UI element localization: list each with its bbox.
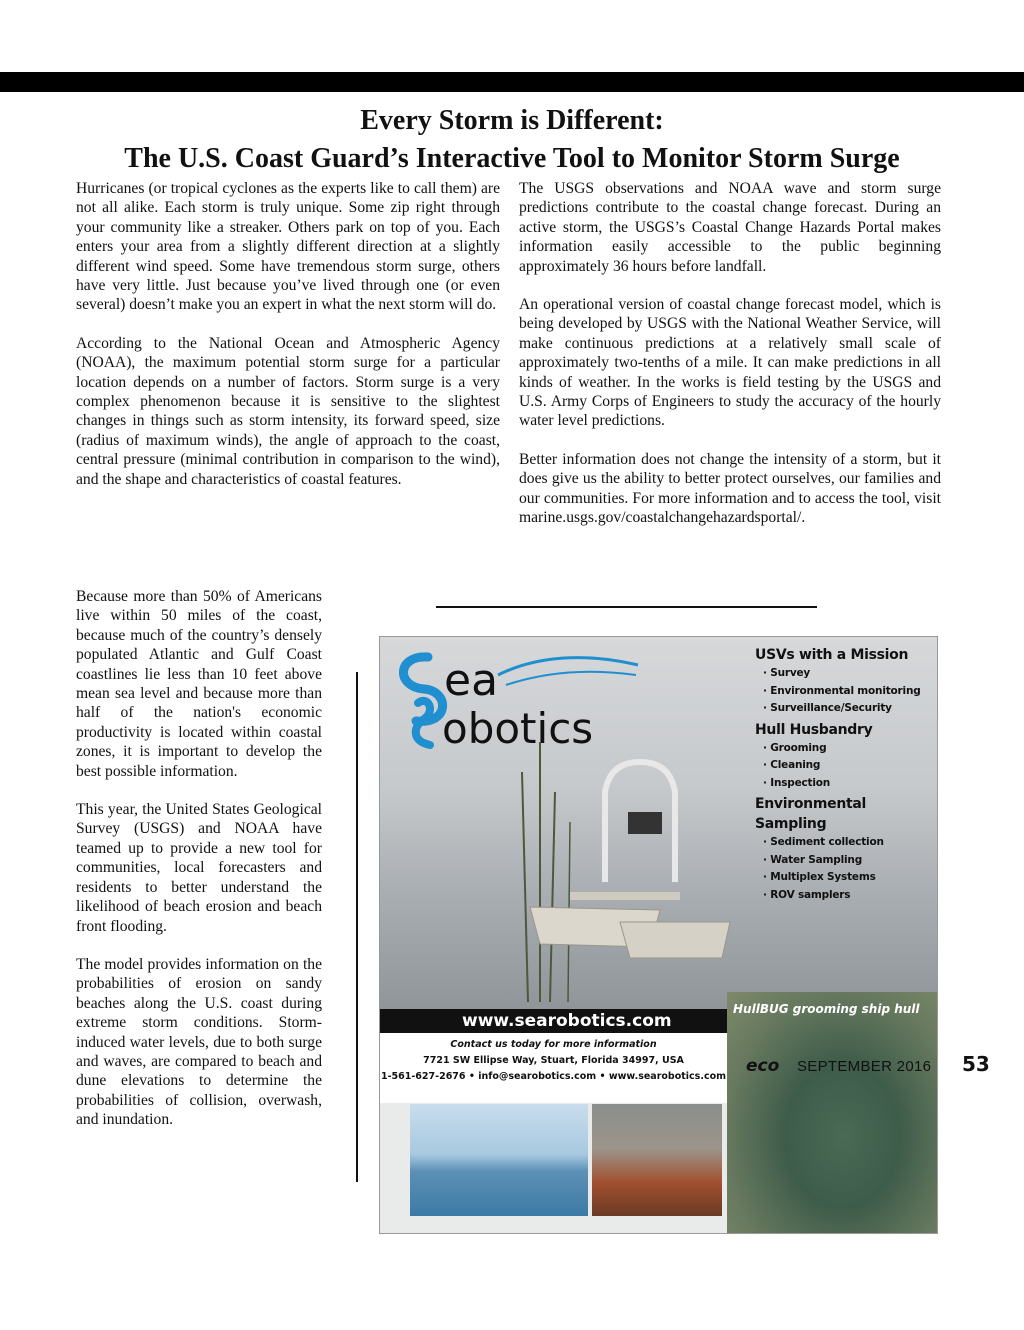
sailing-usv-photo [410,1104,588,1216]
ad-item: · Multiplex Systems [763,871,876,883]
paragraph: Better information does not change the intensity of a storm, but it does give us the ability to better protect ourselves, our families and our communities. For more information and to access the tool, visit marine.usgs.gov/coastalchangehazardsportal/. [519,450,941,527]
paragraph: The USGS observations and NOAA wave and storm surge predictions contribute to the coastal change forecast. During an active storm, the USGS’s Coastal Change Hazards Portal makes information easily accessible to the public beginning approximately 36 hours before landfall. [519,180,941,275]
hullbug-caption: HullBUG grooming ship hull [733,1002,920,1016]
catamaran-usv-illustration [510,732,740,1002]
searobotics-advertisement[interactable] [379,636,938,1234]
ad-item: · Environmental monitoring [763,684,921,697]
ad-item: · ROV samplers [763,888,851,901]
section-rule [436,606,817,608]
narrow-column [76,587,322,1149]
ad-item: · Grooming [763,741,827,754]
column-divider [356,672,358,1182]
paragraph: The model provides information on the probabilities of erosion on sandy beaches along the U.S. coast during extreme storm conditions. Storm-induced water levels, due to both surge and waves, are compared to beach and dune elevations to determine the probabilities of collision, overwash, and inundation. [76,955,322,1129]
hullbug-photo [727,992,937,1233]
right-column [519,179,941,547]
paragraph: This year, the United States Geological Survey (USGS) and NOAA have teamed up to provide a new tool for communities, local forecasters and residents to better understand the likelihood of beach erosion and beach front flooding. [76,801,322,935]
ad-contact-block [380,1033,727,1103]
logo-text-obotics: obotics [442,704,594,753]
contact-callout: Contact us today for more information [450,1039,657,1050]
ad-heading: USVs with a Mission [755,647,909,663]
contact-address: 7721 SW Ellipse Way, Stuart, Florida 34997, USA [423,1055,684,1066]
ship-hull-photo [592,1104,722,1216]
ad-heading: Environmental Sampling [755,796,867,832]
ad-heading: Hull Husbandry [755,721,873,738]
ad-item: · Inspection [763,776,831,789]
paragraph: According to the National Ocean and Atmospheric Agency (NOAA), the maximum potential storm surge for a particular location depends on a number of factors. Storm surge is a very complex phenomenon because it is sensitive to the slightest changes in things such as storm intensity, its forward speed, size (radius of maximum winds), the angle of approach to the coast, central pressure (minimal contribution in comparison to the wind), and the shape and characteristics of coastal features. [76,334,500,488]
ad-item: · Sediment collection [763,836,884,848]
left-column [76,179,500,508]
top-banner-bar [0,72,1024,92]
logo-text-ea: ea [444,655,499,706]
paragraph: An operational version of coastal change forecast model, which is being developed by USGS with the National Weather Service, will make continuous predictions at a relatively small scale of approximately two-tenths of a mile. It can make predictions in all kinds of weather. In the works is field testing by the USGS and U.S. Army Corps of Engineers to study the accuracy of the hourly water level predictions. [519,296,941,430]
ad-item: · Water Sampling [763,853,863,866]
issue-date: SEPTEMBER 2016 [797,1058,932,1075]
contact-phone-email[interactable]: 1-561-627-2676 • info@searobotics.com • www.searobotics.com [380,1071,726,1082]
ad-item: · Surveillance/Security [763,702,892,714]
magazine-brand: eco [746,1056,780,1076]
article-title-line1: Every Storm is Different: [360,105,664,136]
ad-item: · Cleaning [763,759,821,771]
ad-item: · Survey [763,667,811,679]
page-number: 53 [962,1052,990,1076]
ad-website-link[interactable]: www.searobotics.com [462,1011,672,1031]
ad-feature-list [755,643,935,904]
paragraph: Hurricanes (or tropical cyclones as the experts like to call them) are not all alike. Each storm is truly unique. Some zip right through your community like a streaker. Others park on top of you. Each enters your area from a slightly different direction at a slightly different wind speed. Some have tremendous storm surge, others have very little. Just because you’ve lived through one (or even several) doesn’t make you an expert in what the next storm will do. [76,180,500,314]
paragraph: Because more than 50% of Americans live within 50 miles of the coast, because much of the country’s densely populated Atlantic and Gulf Coast coastlines lie less than 10 feet above mean sea level and because more than half of the nation's economic productivity is located within coastal zones, it is important to develop the best possible information. [76,588,322,780]
article-title-line2: The U.S. Coast Guard’s Interactive Tool to Monitor Storm Surge [124,143,900,174]
